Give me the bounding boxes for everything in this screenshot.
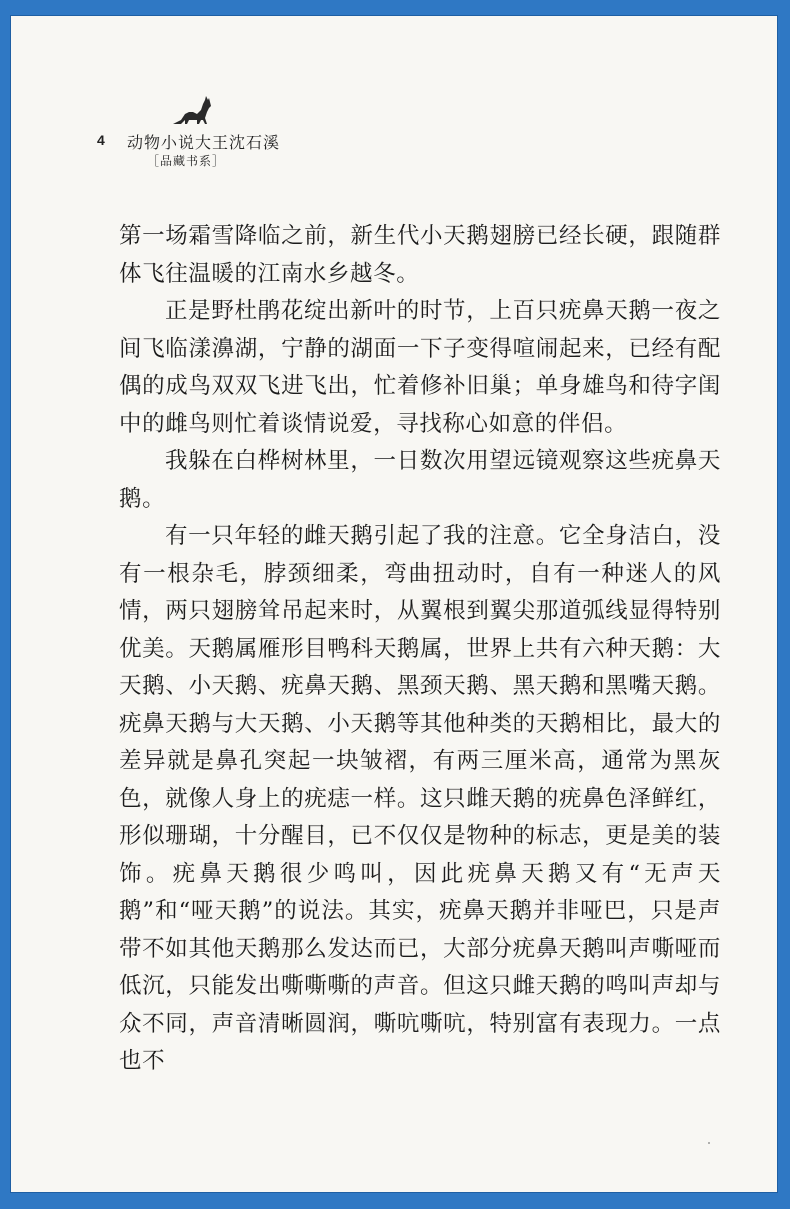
paper-speck: [708, 1142, 710, 1144]
wolf-icon: [171, 94, 215, 130]
book-title: 动物小说大王沈石溪: [127, 133, 281, 152]
paragraph: 正是野杜鹃花绽出新叶的时节，上百只疣鼻天鹅一夜之间飞临漾濞湖，宁静的湖面一下子变得喧闹起来，已经有配偶的成鸟双双飞进飞出，忙着修补旧巢；单身雄鸟和待字闺中的雌鸟则忙着谈情说爱，寻找称心如意的伴侣。: [119, 298, 721, 437]
series-label: ［品藏书系］: [147, 154, 226, 168]
running-header: [89, 94, 389, 174]
paragraph: 我躲在白桦树林里，一日数次用望远镜观察这些疣鼻天鹅。: [119, 448, 721, 512]
page-number: 4: [97, 132, 105, 148]
book-page: [11, 16, 777, 1192]
paragraph: 第一场霜雪降临之前，新生代小天鹅翅膀已经长硬，跟随群体飞往温暖的江南水乡越冬。: [119, 223, 721, 287]
body-text: [119, 218, 721, 1081]
paragraph: 有一只年轻的雌天鹅引起了我的注意。它全身洁白，没有一根杂毛，脖颈细柔，弯曲扭动时，自有一种迷人的风情，两只翅膀耸吊起来时，从翼根到翼尖那道弧线显得特别优美。天鹅属雁形目鸭科天鹅属，世界上共有六种天鹅：大天鹅、小天鹅、疣鼻天鹅、黑颈天鹅、黑天鹅和黑嘴天鹅。疣鼻天鹅与大天鹅、小天鹅等其他种类的天鹅相比，最大的差异就是鼻孔突起一块皱褶，有两三厘米高，通常为黑灰色，就像人身上的疣痣一样。这只雌天鹅的疣鼻色泽鲜红，形似珊瑚，十分醒目，已不仅仅是物种的标志，更是美的装饰。疣鼻天鹅很少鸣叫，因此疣鼻天鹅又有“无声天鹅”和“哑天鹅”的说法。其实，疣鼻天鹅并非哑巴，只是声带不如其他天鹅那么发达而已，大部分疣鼻天鹅叫声嘶哑而低沉，只能发出嘶嘶嘶的声音。但这只雌天鹅的鸣叫声却与众不同，声音清晰圆润，嘶吭嘶吭，特别富有表现力。一点也不: [119, 523, 721, 1074]
